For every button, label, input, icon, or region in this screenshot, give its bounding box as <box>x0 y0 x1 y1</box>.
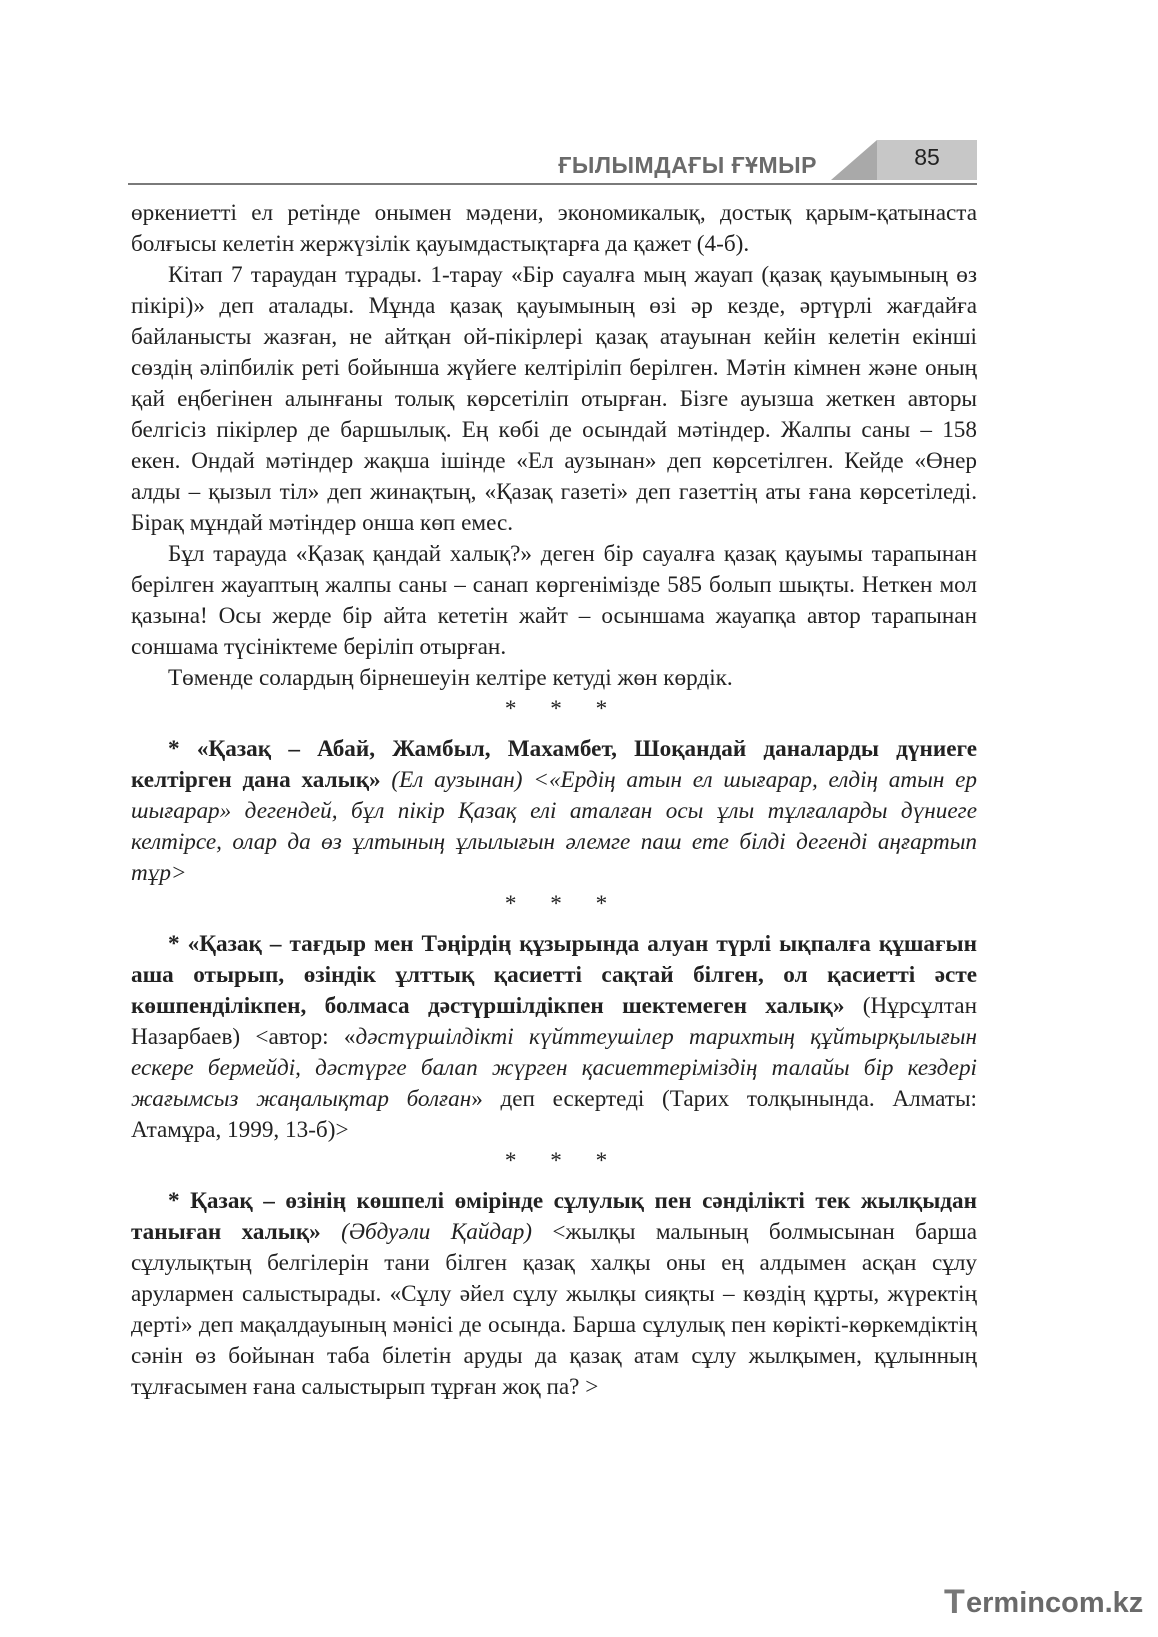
quote-2-source: (Нұрсұлтан Назарбаев) <автор: « <box>131 993 977 1050</box>
page-body <box>131 198 977 1403</box>
quote-1-bold: * «Қазақ – Абай, Жамбыл, Махамбет, Шоқандай даналарды дүниеге келтірген дана халық» <box>131 736 977 793</box>
quote-entry-2 <box>131 929 977 1146</box>
quote-3-bold: * Қазақ – өзінің көшпелі өмірінде сұлулық пен сәнділікті тек жылқыдан таныған халық» <box>131 1188 977 1245</box>
running-header <box>128 140 977 186</box>
quote-1-comment: (Ел аузынан) <«Ердің атын ел шығарар, елдің атын ер шығарар» дегендей, бұл пікір Қазақ елі аталған осы ұлы тұлғаларды дүниеге келтірсе, олар да өз ұлтының ұлылығын әлемге паш ете білді дегенді аңғартып тұр> <box>131 767 977 886</box>
header-triangle-decoration <box>831 140 877 180</box>
paragraph-question-count: Бұл тарауда «Қазақ қандай халық?» деген бір сауалға қазақ қауымы тарапынан берілген жауаптың жалпы саны – санап көргенімізде 585 болып шықты. Неткен мол қазына! Осы жерде бір айта кететін жайт – осыншама жауапқа автор тарапынан соншама түсініктеме беріліп отырған. <box>131 541 977 660</box>
quote-2-bold: * «Қазақ – тағдыр мен Тәңірдің құзырында алуан түрлі ықпалға құшағын аша отырып, өзіндік ұлттық қасиетті сақтай білген, ол қасиетті әсте көшпенділікпен, болмаса дәстүршілдікпен шектемеген халық» <box>131 931 977 1019</box>
section-separator: * * * <box>504 696 622 722</box>
paragraph-intro-examples: Төменде солардың бірнешеуін келтіре кетуді жөн көрдік. <box>168 665 733 691</box>
watermark-initial: T <box>944 1583 965 1621</box>
spacer <box>131 1177 977 1186</box>
quote-2-comment: дәстүршілдікті күйттеушілер тарихтың құйтырқылығын ескере бермейді, дәстүрге балап жүрген қасиеттеріміздің талайы бір кездері жағымсыз жаңалықтар болған <box>131 1024 977 1112</box>
running-title: ҒЫЛЫМДАҒЫ ҒҰМЫР <box>558 152 817 178</box>
watermark-text: ermincom.kz <box>966 1587 1144 1619</box>
spacer <box>131 725 977 734</box>
quote-3-comment: <жылқы малының болмысынан барша сұлулықтың белгілерін тани білген қазақ халқы оны ең алдымен асқан сұлу арулармен салыстырады. «Сұлу әйел сұлу жылқы сияқты – көздің құрты, жүректің дерті» деп мақалдауының мәнісі де осында. Барша сұлулық пен көрікті-көркемдіктің сәнін өз бойынан таба білетін аруды да қазақ атам сұлу жылқымен, құлынның тұлғасымен ғана салыстырып тұрған жоқ па? > <box>131 1219 977 1400</box>
section-separator: * * * <box>504 891 622 917</box>
spacer <box>131 920 977 929</box>
section-separator: * * * <box>504 1148 622 1174</box>
header-rule <box>128 183 977 185</box>
quote-2-reference: » деп ескертеді (Тарих толқынында. Алматы: Атамұра, 1999, 13-б)> <box>131 1086 977 1143</box>
paragraph-chapter-structure: Кітап 7 тараудан тұрады. 1-тарау «Бір сауалға мың жауап (қазақ қауымының өз пікірі)» деп аталады. Мұнда қазақ қауымының өзі әр кезде, әртүрлі жағдайға байланысты жазған, не айтқан ой-пікірлері қазақ атауынан кейін келетін екінші сөздің әліпбилік реті бойынша жүйеге келтіріліп берілген. Мәтін кімнен және оның қай еңбегінен алынғаны толық көрсетіліп отырған. Бізге ауызша жеткен авторы белгісіз пікірлер де баршылық. Ең көбі де осындай мәтіндер. Жалпы саны – 158 екен. Ондай мәтіндер жақша ішінде «Ел аузынан» деп көрсетілген. Кейде «Өнер алды – қызыл тіл» деп жинақтың, «Қазақ газеті» деп газеттің аты ғана көрсетіледі. Бірақ мұндай мәтіндер онша көп емес. <box>131 262 977 536</box>
page-number: 85 <box>914 144 940 170</box>
quote-entry-1 <box>131 734 977 889</box>
quote-3-source: (Әбдуәли Қайдар) <box>320 1219 533 1245</box>
quote-entry-3 <box>131 1186 977 1403</box>
paragraph-continuation: өркениетті ел ретінде онымен мәдени, экономикалық, достық қарым-қатынаста болғысы келетін жержүзілік қауымдастықтарға да қажет (4-б). <box>131 200 977 257</box>
site-watermark-logo <box>944 1581 1144 1621</box>
